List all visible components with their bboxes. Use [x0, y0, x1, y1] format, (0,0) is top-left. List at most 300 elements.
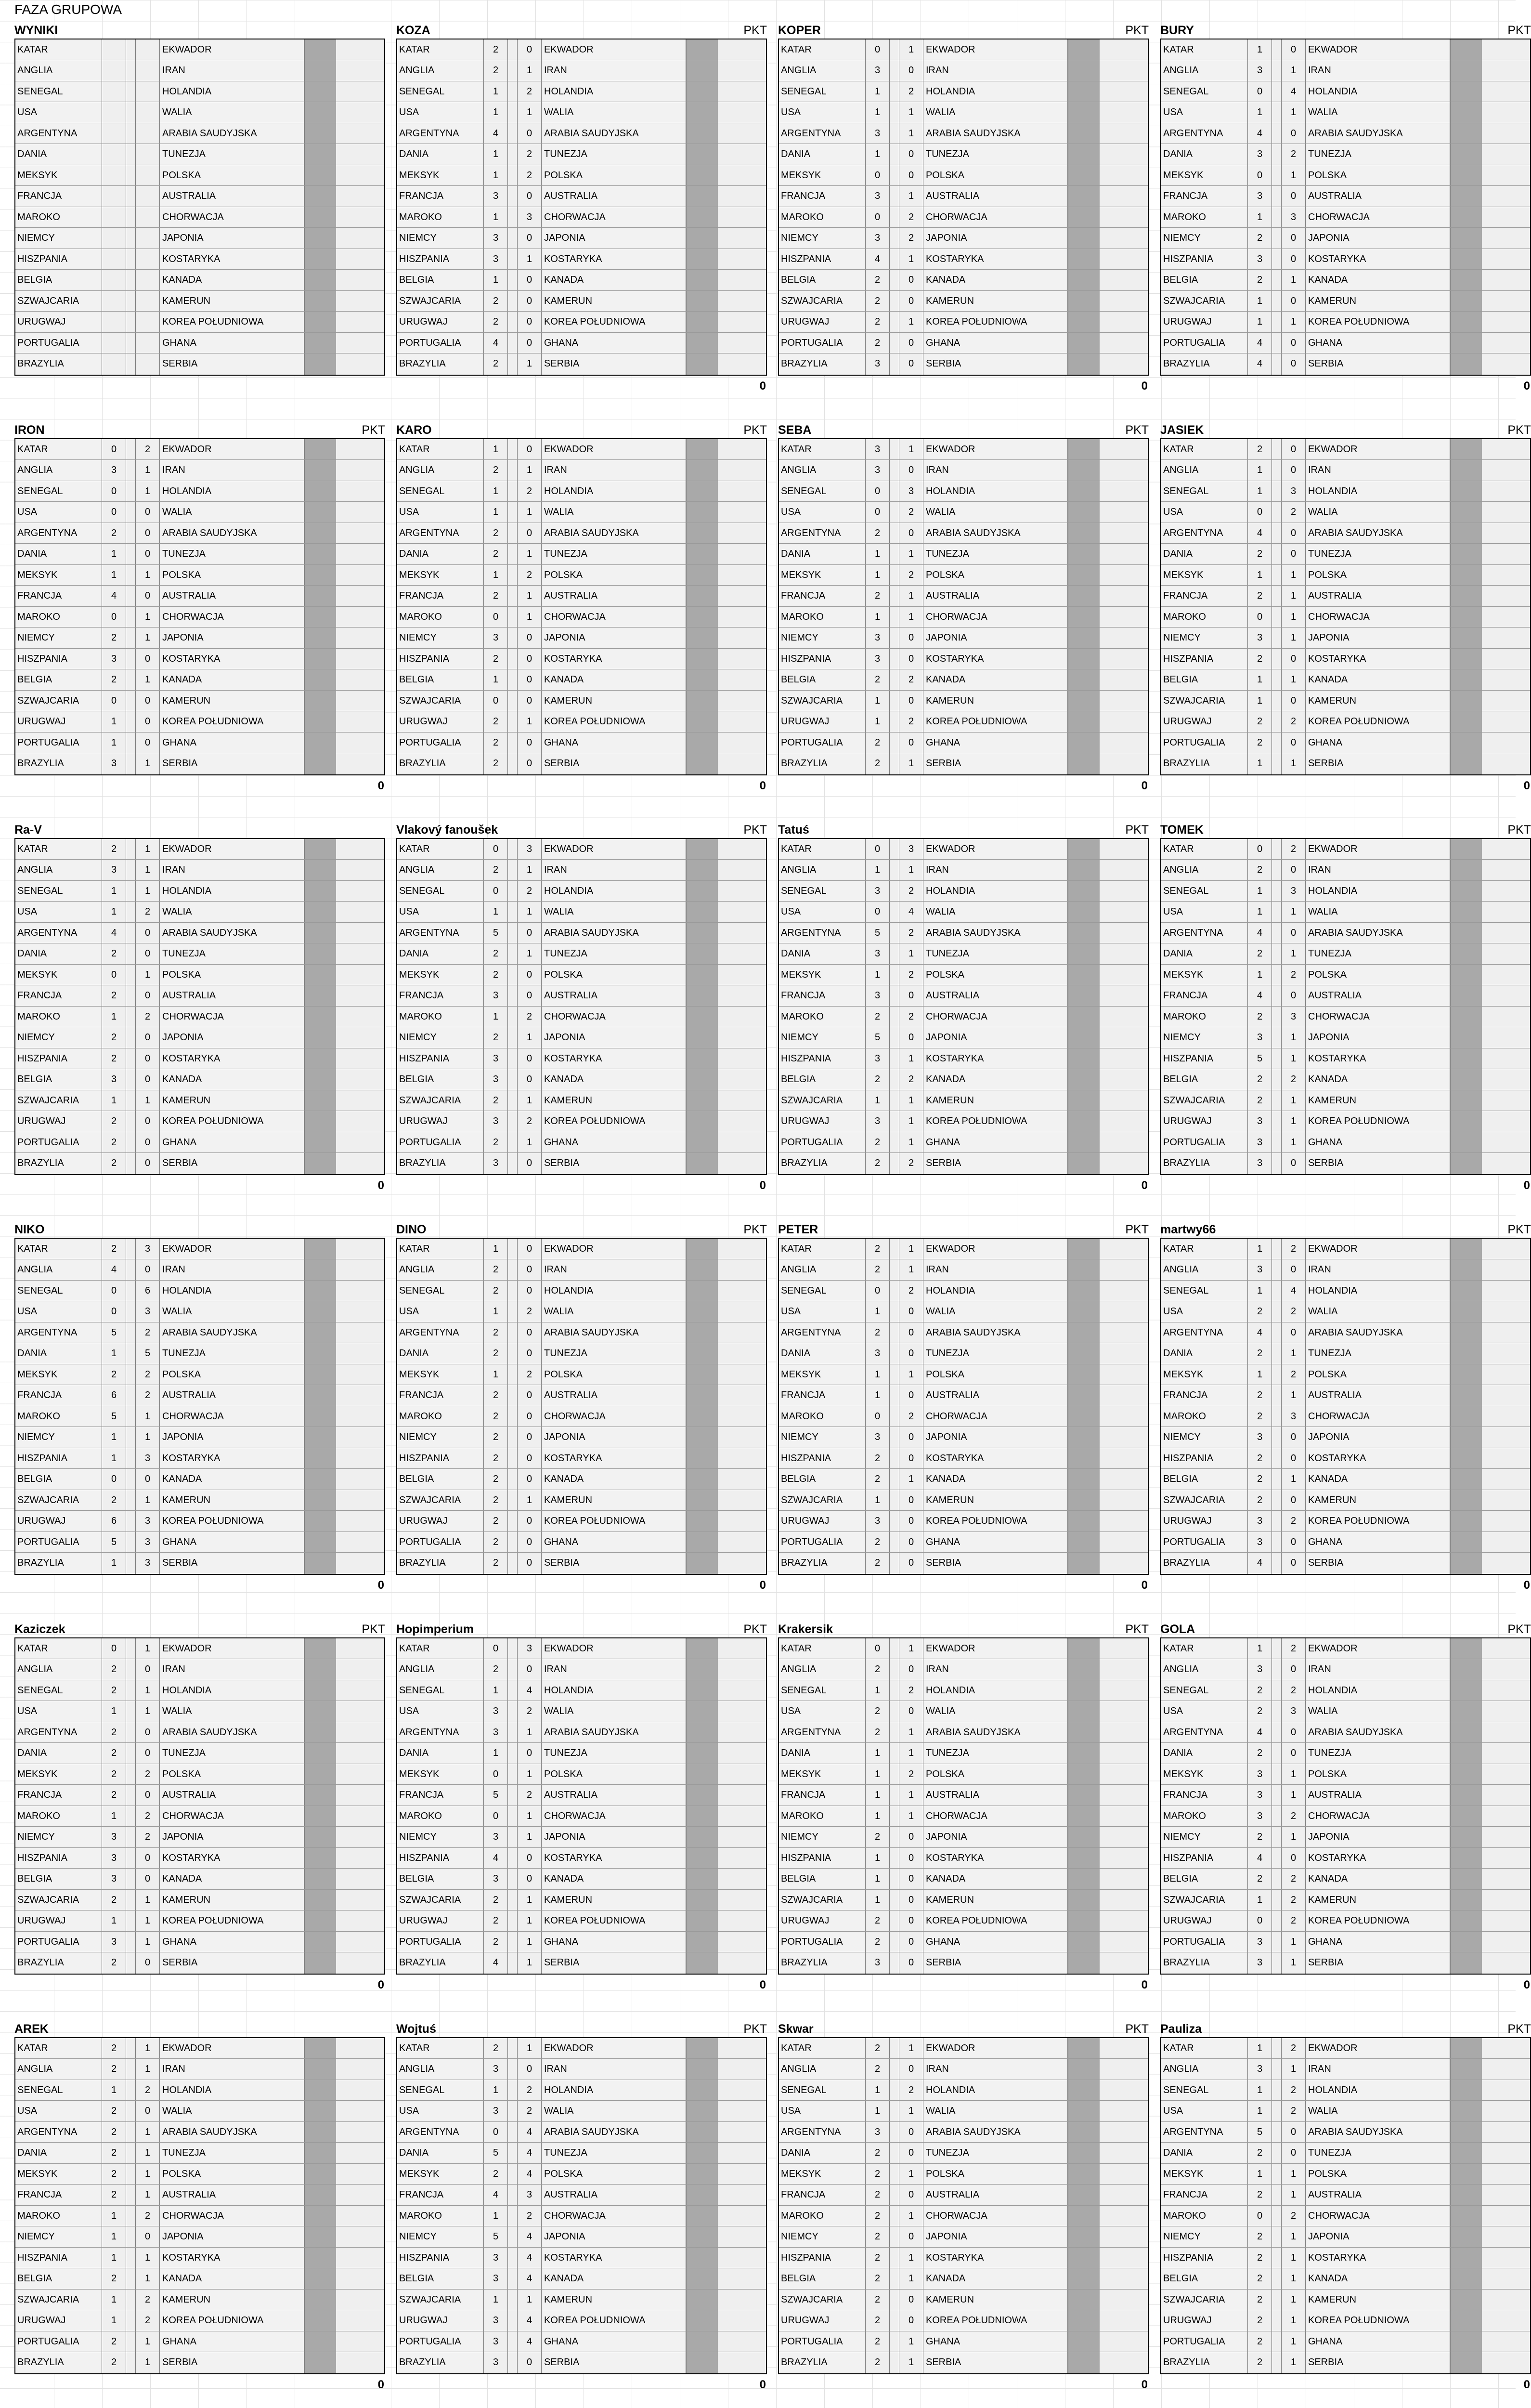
home-score-cell[interactable]: 3 — [484, 1722, 508, 1743]
away-team-cell[interactable]: TUNEZJA — [160, 2143, 304, 2163]
away-score-cell[interactable]: 1 — [136, 2122, 160, 2143]
points-cell[interactable] — [686, 1281, 718, 1301]
home-score-cell[interactable]: 3 — [1248, 1427, 1272, 1448]
points-cell[interactable] — [304, 2268, 336, 2289]
away-score-cell[interactable]: 0 — [518, 1048, 542, 1069]
separator-cell[interactable] — [508, 1743, 518, 1764]
away-score-cell[interactable]: 1 — [1282, 102, 1306, 123]
points-cell[interactable] — [304, 1764, 336, 1785]
home-score-cell[interactable]: 2 — [866, 1069, 890, 1090]
away-score-cell[interactable]: 0 — [136, 1722, 160, 1743]
away-score-cell[interactable]: 2 — [1282, 711, 1306, 732]
home-team-cell[interactable]: PORTUGALIA — [15, 333, 102, 353]
home-score-cell[interactable]: 3 — [1248, 186, 1272, 207]
separator-cell[interactable] — [508, 943, 518, 964]
separator-cell[interactable] — [1272, 1448, 1282, 1469]
away-team-cell[interactable]: CHORWACJA — [542, 1406, 686, 1427]
away-score-cell[interactable]: 2 — [518, 1007, 542, 1027]
home-team-cell[interactable]: ANGLIA — [397, 2059, 484, 2080]
separator-cell[interactable] — [508, 1659, 518, 1680]
away-team-cell[interactable]: AUSTRALIA — [1306, 985, 1450, 1006]
home-score-cell[interactable]: 4 — [1248, 123, 1272, 144]
away-score-cell[interactable]: 2 — [1282, 1638, 1306, 1659]
home-score-cell[interactable]: 1 — [866, 607, 890, 628]
home-score-cell[interactable]: 3 — [1248, 1952, 1272, 1974]
away-team-cell[interactable]: AUSTRALIA — [542, 1785, 686, 1806]
away-score-cell[interactable]: 2 — [136, 2310, 160, 2331]
points-cell[interactable] — [1450, 1090, 1482, 1111]
home-score-cell[interactable]: 0 — [866, 1406, 890, 1427]
home-score-cell[interactable]: 1 — [484, 902, 508, 922]
home-team-cell[interactable]: ANGLIA — [1161, 60, 1248, 81]
separator-cell[interactable] — [1272, 186, 1282, 207]
points-cell[interactable] — [1450, 39, 1482, 60]
home-score-cell[interactable]: 2 — [866, 1007, 890, 1027]
home-team-cell[interactable]: URUGWAJ — [15, 312, 102, 332]
separator-cell[interactable] — [126, 2080, 136, 2101]
home-score-cell[interactable]: 0 — [484, 1638, 508, 1659]
away-team-cell[interactable]: KAMERUN — [160, 2290, 304, 2310]
separator-cell[interactable] — [508, 1764, 518, 1785]
home-score-cell[interactable]: 2 — [102, 2268, 126, 2289]
points-cell[interactable] — [1068, 860, 1100, 880]
points-cell[interactable] — [686, 1385, 718, 1406]
away-score-cell[interactable]: 0 — [136, 544, 160, 564]
home-team-cell[interactable]: NIEMCY — [397, 1427, 484, 1448]
away-score-cell[interactable]: 1 — [518, 860, 542, 880]
home-score-cell[interactable]: 2 — [1248, 1069, 1272, 1090]
away-team-cell[interactable]: HOLANDIA — [923, 1281, 1068, 1301]
away-team-cell[interactable]: HOLANDIA — [1306, 81, 1450, 102]
home-score-cell[interactable]: 3 — [1248, 60, 1272, 81]
away-score-cell[interactable]: 0 — [136, 1111, 160, 1132]
away-score-cell[interactable]: 1 — [136, 2164, 160, 2185]
home-score-cell[interactable]: 2 — [484, 1385, 508, 1406]
away-score-cell[interactable]: 1 — [1282, 1764, 1306, 1785]
home-score-cell[interactable]: 0 — [102, 481, 126, 502]
away-score-cell[interactable]: 0 — [1282, 985, 1306, 1006]
home-team-cell[interactable]: MEKSYK — [1161, 165, 1248, 186]
home-team-cell[interactable]: SZWAJCARIA — [1161, 1090, 1248, 1111]
separator-cell[interactable] — [508, 2164, 518, 2185]
away-score-cell[interactable]: 0 — [1282, 649, 1306, 669]
points-cell[interactable] — [1068, 2310, 1100, 2331]
home-team-cell[interactable]: DANIA — [779, 2143, 866, 2163]
separator-cell[interactable] — [1272, 353, 1282, 375]
home-score-cell[interactable]: 5 — [484, 923, 508, 943]
points-cell[interactable] — [1450, 123, 1482, 144]
home-team-cell[interactable]: FRANCJA — [397, 2185, 484, 2205]
points-cell[interactable] — [1068, 1007, 1100, 1027]
separator-cell[interactable] — [1272, 1701, 1282, 1722]
home-score-cell[interactable] — [102, 144, 126, 165]
points-cell[interactable] — [1450, 1890, 1482, 1911]
away-team-cell[interactable]: KAMERUN — [160, 1090, 304, 1111]
home-team-cell[interactable]: SZWAJCARIA — [397, 1890, 484, 1911]
away-team-cell[interactable]: KOSTARYKA — [160, 649, 304, 669]
separator-cell[interactable] — [508, 1490, 518, 1511]
away-score-cell[interactable]: 2 — [136, 1806, 160, 1827]
home-team-cell[interactable]: MAROKO — [15, 207, 102, 228]
home-team-cell[interactable]: BELGIA — [397, 1869, 484, 1889]
home-score-cell[interactable]: 3 — [484, 186, 508, 207]
away-team-cell[interactable]: GHANA — [923, 2331, 1068, 2352]
separator-cell[interactable] — [890, 1722, 899, 1743]
home-team-cell[interactable]: KATAR — [397, 1638, 484, 1659]
home-score-cell[interactable]: 4 — [1248, 333, 1272, 353]
home-team-cell[interactable]: MAROKO — [779, 1406, 866, 1427]
home-team-cell[interactable]: DANIA — [15, 544, 102, 564]
points-cell[interactable] — [304, 1007, 336, 1027]
home-score-cell[interactable]: 1 — [484, 2290, 508, 2310]
separator-cell[interactable] — [508, 1007, 518, 1027]
separator-cell[interactable] — [126, 711, 136, 732]
away-score-cell[interactable]: 1 — [1282, 2352, 1306, 2373]
points-cell[interactable] — [686, 711, 718, 732]
home-team-cell[interactable]: MAROKO — [397, 207, 484, 228]
away-score-cell[interactable]: 2 — [518, 2206, 542, 2226]
home-team-cell[interactable]: FRANCJA — [397, 186, 484, 207]
away-score-cell[interactable]: 1 — [518, 586, 542, 606]
away-team-cell[interactable]: ARABIA SAUDYJSKA — [923, 123, 1068, 144]
away-score-cell[interactable]: 0 — [899, 1322, 923, 1343]
separator-cell[interactable] — [508, 1638, 518, 1659]
away-team-cell[interactable]: HOLANDIA — [160, 2080, 304, 2101]
separator-cell[interactable] — [1272, 985, 1282, 1006]
away-team-cell[interactable]: AUSTRALIA — [160, 2185, 304, 2205]
separator-cell[interactable] — [126, 2352, 136, 2373]
away-score-cell[interactable]: 1 — [1282, 1027, 1306, 1048]
away-score-cell[interactable]: 3 — [136, 1553, 160, 1574]
separator-cell[interactable] — [890, 1111, 899, 1132]
home-score-cell[interactable]: 3 — [484, 2059, 508, 2080]
away-team-cell[interactable]: EKWADOR — [1306, 1239, 1450, 1259]
home-team-cell[interactable]: DANIA — [1161, 1743, 1248, 1764]
points-cell[interactable] — [1068, 270, 1100, 290]
home-team-cell[interactable]: FRANCJA — [1161, 1785, 1248, 1806]
separator-cell[interactable] — [508, 1385, 518, 1406]
points-cell[interactable] — [1068, 165, 1100, 186]
home-score-cell[interactable]: 3 — [866, 60, 890, 81]
home-score-cell[interactable]: 1 — [1248, 207, 1272, 228]
away-score-cell[interactable] — [136, 186, 160, 207]
home-score-cell[interactable]: 1 — [1248, 1638, 1272, 1659]
separator-cell[interactable] — [1272, 1848, 1282, 1869]
home-score-cell[interactable]: 2 — [484, 1469, 508, 1490]
home-team-cell[interactable]: URUGWAJ — [1161, 1111, 1248, 1132]
away-score-cell[interactable]: 0 — [518, 186, 542, 207]
points-cell[interactable] — [686, 2038, 718, 2059]
away-team-cell[interactable]: KAMERUN — [1306, 691, 1450, 711]
away-team-cell[interactable]: AUSTRALIA — [160, 1385, 304, 1406]
separator-cell[interactable] — [890, 2059, 899, 2080]
away-score-cell[interactable]: 0 — [518, 39, 542, 60]
away-score-cell[interactable]: 3 — [136, 1239, 160, 1259]
away-team-cell[interactable]: WALIA — [1306, 102, 1450, 123]
home-team-cell[interactable]: USA — [397, 1701, 484, 1722]
away-score-cell[interactable]: 1 — [899, 943, 923, 964]
home-team-cell[interactable]: HISZPANIA — [397, 649, 484, 669]
separator-cell[interactable] — [890, 1532, 899, 1553]
points-cell[interactable] — [304, 985, 336, 1006]
home-score-cell[interactable]: 1 — [1248, 1239, 1272, 1259]
home-score-cell[interactable]: 1 — [102, 2290, 126, 2310]
separator-cell[interactable] — [508, 985, 518, 1006]
away-score-cell[interactable]: 0 — [1282, 523, 1306, 544]
home-team-cell[interactable]: ARGENTYNA — [15, 123, 102, 144]
away-score-cell[interactable]: 1 — [1282, 753, 1306, 774]
away-team-cell[interactable]: WALIA — [923, 502, 1068, 523]
home-team-cell[interactable]: MAROKO — [779, 607, 866, 628]
home-score-cell[interactable]: 0 — [102, 965, 126, 985]
separator-cell[interactable] — [126, 1638, 136, 1659]
away-team-cell[interactable]: KANADA — [1306, 1069, 1450, 1090]
home-team-cell[interactable]: MEKSYK — [397, 1364, 484, 1385]
points-cell[interactable] — [1068, 902, 1100, 922]
away-score-cell[interactable]: 4 — [518, 2226, 542, 2247]
points-cell[interactable] — [1450, 1469, 1482, 1490]
points-cell[interactable] — [1068, 312, 1100, 332]
points-cell[interactable] — [1450, 353, 1482, 375]
home-team-cell[interactable]: HISZPANIA — [15, 649, 102, 669]
points-cell[interactable] — [1450, 607, 1482, 628]
points-cell[interactable] — [304, 923, 336, 943]
home-team-cell[interactable]: DANIA — [397, 144, 484, 165]
away-score-cell[interactable]: 0 — [518, 1385, 542, 1406]
home-score-cell[interactable]: 3 — [866, 1952, 890, 1974]
away-team-cell[interactable]: KOREA POŁUDNIOWA — [160, 1511, 304, 1531]
separator-cell[interactable] — [126, 81, 136, 102]
points-cell[interactable] — [304, 753, 336, 774]
home-score-cell[interactable]: 1 — [1248, 481, 1272, 502]
home-team-cell[interactable]: URUGWAJ — [779, 312, 866, 332]
points-cell[interactable] — [1450, 839, 1482, 860]
separator-cell[interactable] — [890, 691, 899, 711]
away-team-cell[interactable]: TUNEZJA — [160, 144, 304, 165]
home-team-cell[interactable]: PORTUGALIA — [1161, 1932, 1248, 1952]
home-score-cell[interactable]: 2 — [1248, 1827, 1272, 1847]
home-team-cell[interactable]: BRAZYLIA — [779, 2352, 866, 2373]
home-score-cell[interactable]: 3 — [866, 628, 890, 648]
home-score-cell[interactable]: 1 — [1248, 2038, 1272, 2059]
away-score-cell[interactable]: 2 — [899, 1069, 923, 1090]
away-team-cell[interactable]: WALIA — [542, 502, 686, 523]
away-score-cell[interactable]: 4 — [518, 2164, 542, 2185]
separator-cell[interactable] — [126, 1281, 136, 1301]
away-team-cell[interactable]: ARABIA SAUDYJSKA — [542, 523, 686, 544]
away-score-cell[interactable]: 1 — [518, 1090, 542, 1111]
away-score-cell[interactable]: 2 — [899, 1153, 923, 1174]
home-score-cell[interactable]: 3 — [1248, 2059, 1272, 2080]
home-team-cell[interactable]: MAROKO — [1161, 607, 1248, 628]
away-team-cell[interactable]: HOLANDIA — [923, 481, 1068, 502]
away-team-cell[interactable]: ARABIA SAUDYJSKA — [1306, 923, 1450, 943]
home-score-cell[interactable]: 2 — [866, 2268, 890, 2289]
points-cell[interactable] — [1450, 965, 1482, 985]
separator-cell[interactable] — [1272, 1490, 1282, 1511]
away-score-cell[interactable]: 0 — [899, 2185, 923, 2205]
home-score-cell[interactable] — [102, 353, 126, 375]
away-team-cell[interactable]: IRAN — [160, 1659, 304, 1680]
separator-cell[interactable] — [126, 39, 136, 60]
points-cell[interactable] — [686, 2164, 718, 2185]
separator-cell[interactable] — [508, 81, 518, 102]
home-score-cell[interactable]: 0 — [484, 881, 508, 902]
away-team-cell[interactable]: JAPONIA — [1306, 1427, 1450, 1448]
away-team-cell[interactable]: KAMERUN — [542, 1490, 686, 1511]
away-team-cell[interactable]: SERBIA — [542, 1153, 686, 1174]
home-team-cell[interactable]: SENEGAL — [779, 881, 866, 902]
away-score-cell[interactable]: 0 — [518, 1659, 542, 1680]
away-score-cell[interactable]: 1 — [136, 1701, 160, 1722]
away-score-cell[interactable]: 0 — [899, 1869, 923, 1889]
away-team-cell[interactable]: KOREA POŁUDNIOWA — [542, 2310, 686, 2331]
separator-cell[interactable] — [1272, 628, 1282, 648]
separator-cell[interactable] — [1272, 1659, 1282, 1680]
separator-cell[interactable] — [1272, 81, 1282, 102]
separator-cell[interactable] — [890, 1680, 899, 1701]
away-score-cell[interactable]: 2 — [136, 1007, 160, 1027]
home-team-cell[interactable]: HISZPANIA — [1161, 1048, 1248, 1069]
points-cell[interactable] — [686, 123, 718, 144]
separator-cell[interactable] — [1272, 60, 1282, 81]
away-score-cell[interactable]: 2 — [899, 565, 923, 586]
away-team-cell[interactable]: KOSTARYKA — [1306, 249, 1450, 270]
away-score-cell[interactable]: 2 — [899, 81, 923, 102]
points-cell[interactable] — [304, 544, 336, 564]
home-team-cell[interactable]: DANIA — [1161, 943, 1248, 964]
home-score-cell[interactable]: 4 — [484, 1952, 508, 1974]
away-team-cell[interactable]: ARABIA SAUDYJSKA — [160, 1322, 304, 1343]
home-score-cell[interactable]: 0 — [102, 1638, 126, 1659]
home-team-cell[interactable]: ANGLIA — [15, 1659, 102, 1680]
points-cell[interactable] — [686, 1532, 718, 1553]
away-team-cell[interactable]: KANADA — [923, 1069, 1068, 1090]
home-score-cell[interactable]: 1 — [484, 502, 508, 523]
home-score-cell[interactable]: 2 — [1248, 1680, 1272, 1701]
points-cell[interactable] — [304, 1532, 336, 1553]
points-cell[interactable] — [304, 2290, 336, 2310]
separator-cell[interactable] — [126, 1301, 136, 1322]
home-score-cell[interactable]: 1 — [1248, 39, 1272, 60]
home-score-cell[interactable]: 2 — [1248, 1469, 1272, 1490]
home-score-cell[interactable]: 1 — [484, 207, 508, 228]
away-team-cell[interactable]: SERBIA — [160, 353, 304, 375]
home-score-cell[interactable]: 1 — [1248, 565, 1272, 586]
home-score-cell[interactable]: 2 — [1248, 733, 1272, 753]
away-team-cell[interactable]: WALIA — [542, 902, 686, 922]
away-team-cell[interactable]: SERBIA — [1306, 1153, 1450, 1174]
home-team-cell[interactable]: SENEGAL — [15, 481, 102, 502]
separator-cell[interactable] — [508, 2101, 518, 2121]
separator-cell[interactable] — [508, 881, 518, 902]
points-cell[interactable] — [1450, 985, 1482, 1006]
separator-cell[interactable] — [126, 2290, 136, 2310]
home-team-cell[interactable]: USA — [779, 502, 866, 523]
points-cell[interactable] — [1068, 649, 1100, 669]
home-score-cell[interactable]: 2 — [484, 753, 508, 774]
points-cell[interactable] — [686, 2185, 718, 2205]
away-team-cell[interactable]: GHANA — [542, 733, 686, 753]
away-score-cell[interactable] — [136, 60, 160, 81]
separator-cell[interactable] — [126, 2059, 136, 2080]
points-cell[interactable] — [686, 1364, 718, 1385]
home-score-cell[interactable]: 3 — [484, 228, 508, 249]
separator-cell[interactable] — [508, 60, 518, 81]
away-score-cell[interactable]: 2 — [1282, 1069, 1306, 1090]
away-team-cell[interactable]: KOSTARYKA — [160, 1448, 304, 1469]
away-score-cell[interactable]: 1 — [899, 1364, 923, 1385]
points-cell[interactable] — [686, 2352, 718, 2373]
home-team-cell[interactable]: BRAZYLIA — [1161, 1553, 1248, 1574]
away-score-cell[interactable]: 0 — [1282, 1848, 1306, 1869]
points-cell[interactable] — [1068, 2164, 1100, 2185]
away-score-cell[interactable]: 2 — [1282, 1511, 1306, 1531]
separator-cell[interactable] — [1272, 1553, 1282, 1574]
points-cell[interactable] — [1068, 733, 1100, 753]
away-score-cell[interactable]: 1 — [899, 2268, 923, 2289]
away-team-cell[interactable]: KOSTARYKA — [923, 2248, 1068, 2268]
separator-cell[interactable] — [890, 2038, 899, 2059]
away-score-cell[interactable]: 1 — [136, 860, 160, 880]
points-cell[interactable] — [686, 1132, 718, 1153]
home-team-cell[interactable]: NIEMCY — [397, 1027, 484, 1048]
away-score-cell[interactable]: 2 — [518, 881, 542, 902]
separator-cell[interactable] — [1272, 2143, 1282, 2163]
home-team-cell[interactable]: BRAZYLIA — [779, 1153, 866, 1174]
points-cell[interactable] — [686, 985, 718, 1006]
home-score-cell[interactable]: 3 — [484, 1827, 508, 1847]
home-score-cell[interactable]: 2 — [1248, 2185, 1272, 2205]
away-team-cell[interactable]: KAMERUN — [923, 691, 1068, 711]
away-team-cell[interactable]: ARABIA SAUDYJSKA — [923, 2122, 1068, 2143]
home-team-cell[interactable]: BRAZYLIA — [15, 353, 102, 375]
points-cell[interactable] — [304, 2226, 336, 2247]
separator-cell[interactable] — [508, 2352, 518, 2373]
home-team-cell[interactable]: SZWAJCARIA — [1161, 1490, 1248, 1511]
away-score-cell[interactable]: 2 — [136, 1764, 160, 1785]
separator-cell[interactable] — [890, 1827, 899, 1847]
away-score-cell[interactable]: 1 — [1282, 2185, 1306, 2205]
home-score-cell[interactable]: 1 — [484, 1680, 508, 1701]
away-score-cell[interactable]: 0 — [518, 2352, 542, 2373]
away-score-cell[interactable]: 3 — [136, 1301, 160, 1322]
home-team-cell[interactable]: BRAZYLIA — [15, 1153, 102, 1174]
separator-cell[interactable] — [508, 1869, 518, 1889]
home-score-cell[interactable]: 1 — [102, 1701, 126, 1722]
away-team-cell[interactable]: POLSKA — [1306, 965, 1450, 985]
separator-cell[interactable] — [890, 753, 899, 774]
home-score-cell[interactable]: 1 — [102, 2080, 126, 2101]
home-score-cell[interactable]: 1 — [484, 102, 508, 123]
points-cell[interactable] — [1068, 1364, 1100, 1385]
home-score-cell[interactable]: 3 — [866, 186, 890, 207]
points-cell[interactable] — [1450, 2226, 1482, 2247]
home-score-cell[interactable]: 3 — [484, 628, 508, 648]
home-team-cell[interactable]: ANGLIA — [1161, 860, 1248, 880]
separator-cell[interactable] — [508, 586, 518, 606]
separator-cell[interactable] — [890, 353, 899, 375]
points-cell[interactable] — [1068, 1680, 1100, 1701]
away-team-cell[interactable]: HOLANDIA — [542, 481, 686, 502]
home-team-cell[interactable]: URUGWAJ — [397, 1911, 484, 1931]
home-team-cell[interactable]: ARGENTYNA — [779, 923, 866, 943]
separator-cell[interactable] — [126, 1027, 136, 1048]
points-cell[interactable] — [686, 1785, 718, 1806]
points-cell[interactable] — [686, 460, 718, 481]
away-team-cell[interactable]: ARABIA SAUDYJSKA — [542, 2122, 686, 2143]
home-team-cell[interactable]: URUGWAJ — [779, 2310, 866, 2331]
